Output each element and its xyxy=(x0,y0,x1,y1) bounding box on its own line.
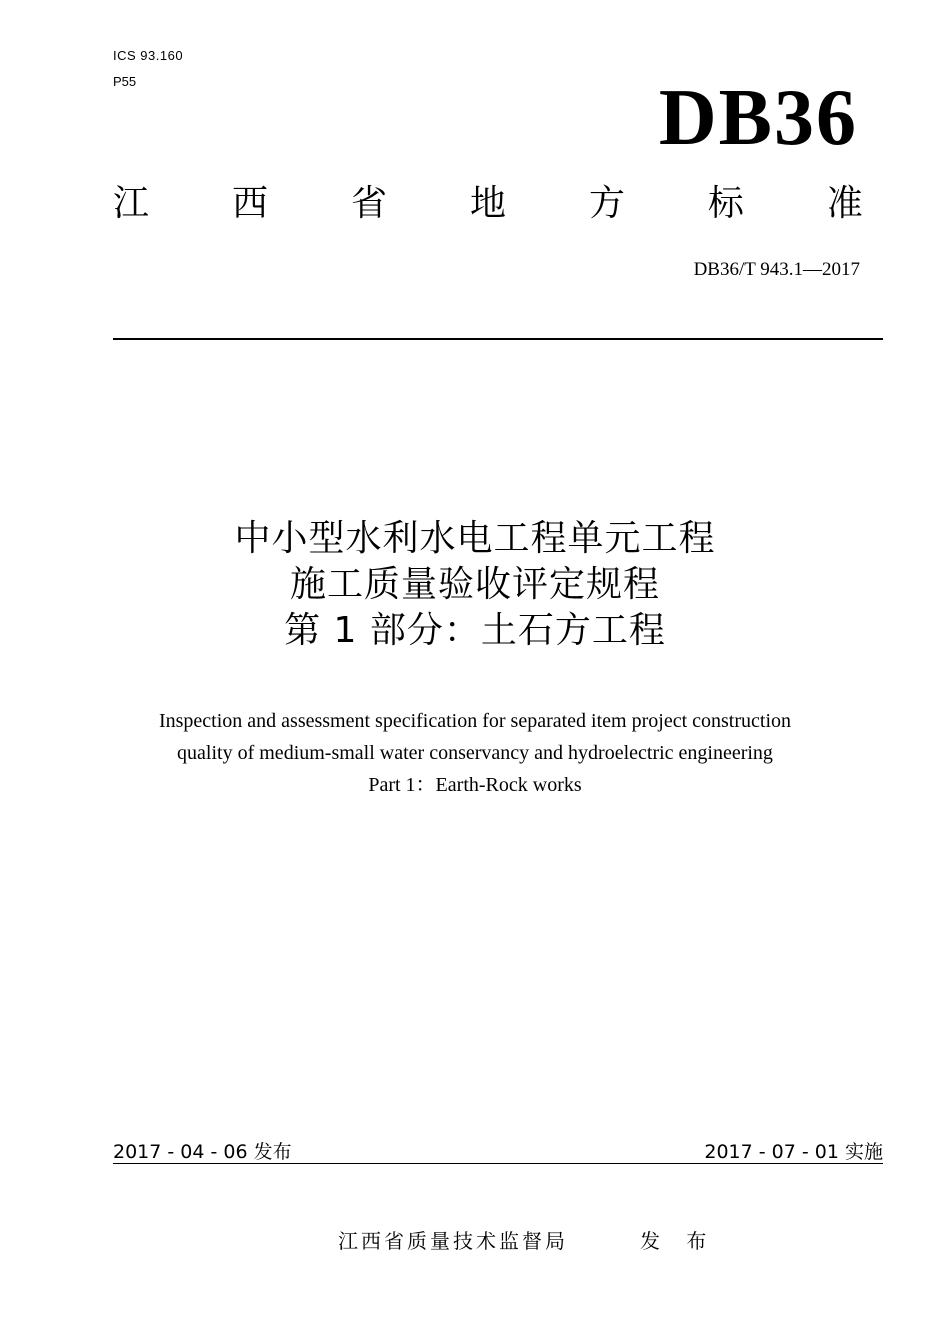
publisher-name: 江西省质量技术监督局 xyxy=(338,1229,568,1253)
standard-type-char: 西 xyxy=(231,183,268,224)
standard-type-char: 省 xyxy=(350,183,387,224)
standard-type-char: 地 xyxy=(469,183,506,224)
chinese-title xyxy=(0,516,950,654)
standard-type-char: 江 xyxy=(113,183,150,224)
english-title-line: quality of medium-small water conservancy and hydroelectric engineering xyxy=(177,742,773,764)
standard-type xyxy=(113,183,863,224)
db-code-title: DB36 xyxy=(658,74,858,162)
bottom-divider xyxy=(113,1163,883,1164)
ics-code: ICS 93.160 xyxy=(113,48,184,63)
english-title xyxy=(0,705,950,801)
standard-type-char: 方 xyxy=(588,183,625,224)
issue-date: 2017 - 04 - 06 发布 xyxy=(113,1141,292,1163)
chinese-title-line: 中小型水利水电工程单元工程 xyxy=(234,518,716,559)
english-title-line: Part 1：Earth-Rock works xyxy=(368,774,582,796)
chinese-title-line: 第 1 部分：土石方工程 xyxy=(284,610,666,651)
publish-label: 发 布 xyxy=(640,1229,717,1253)
implementation-date: 2017 - 07 - 01 实施 xyxy=(704,1141,883,1163)
standard-number: DB36/T 943.1—2017 xyxy=(693,259,860,280)
english-title-line: Inspection and assessment specification for separated item project construction xyxy=(158,710,791,732)
standard-type-char: 准 xyxy=(826,183,863,224)
chinese-title-line: 施工质量验收评定规程 xyxy=(289,564,660,605)
standard-type-char: 标 xyxy=(707,183,744,224)
ccs-code: P55 xyxy=(113,74,137,89)
top-divider xyxy=(113,338,883,340)
